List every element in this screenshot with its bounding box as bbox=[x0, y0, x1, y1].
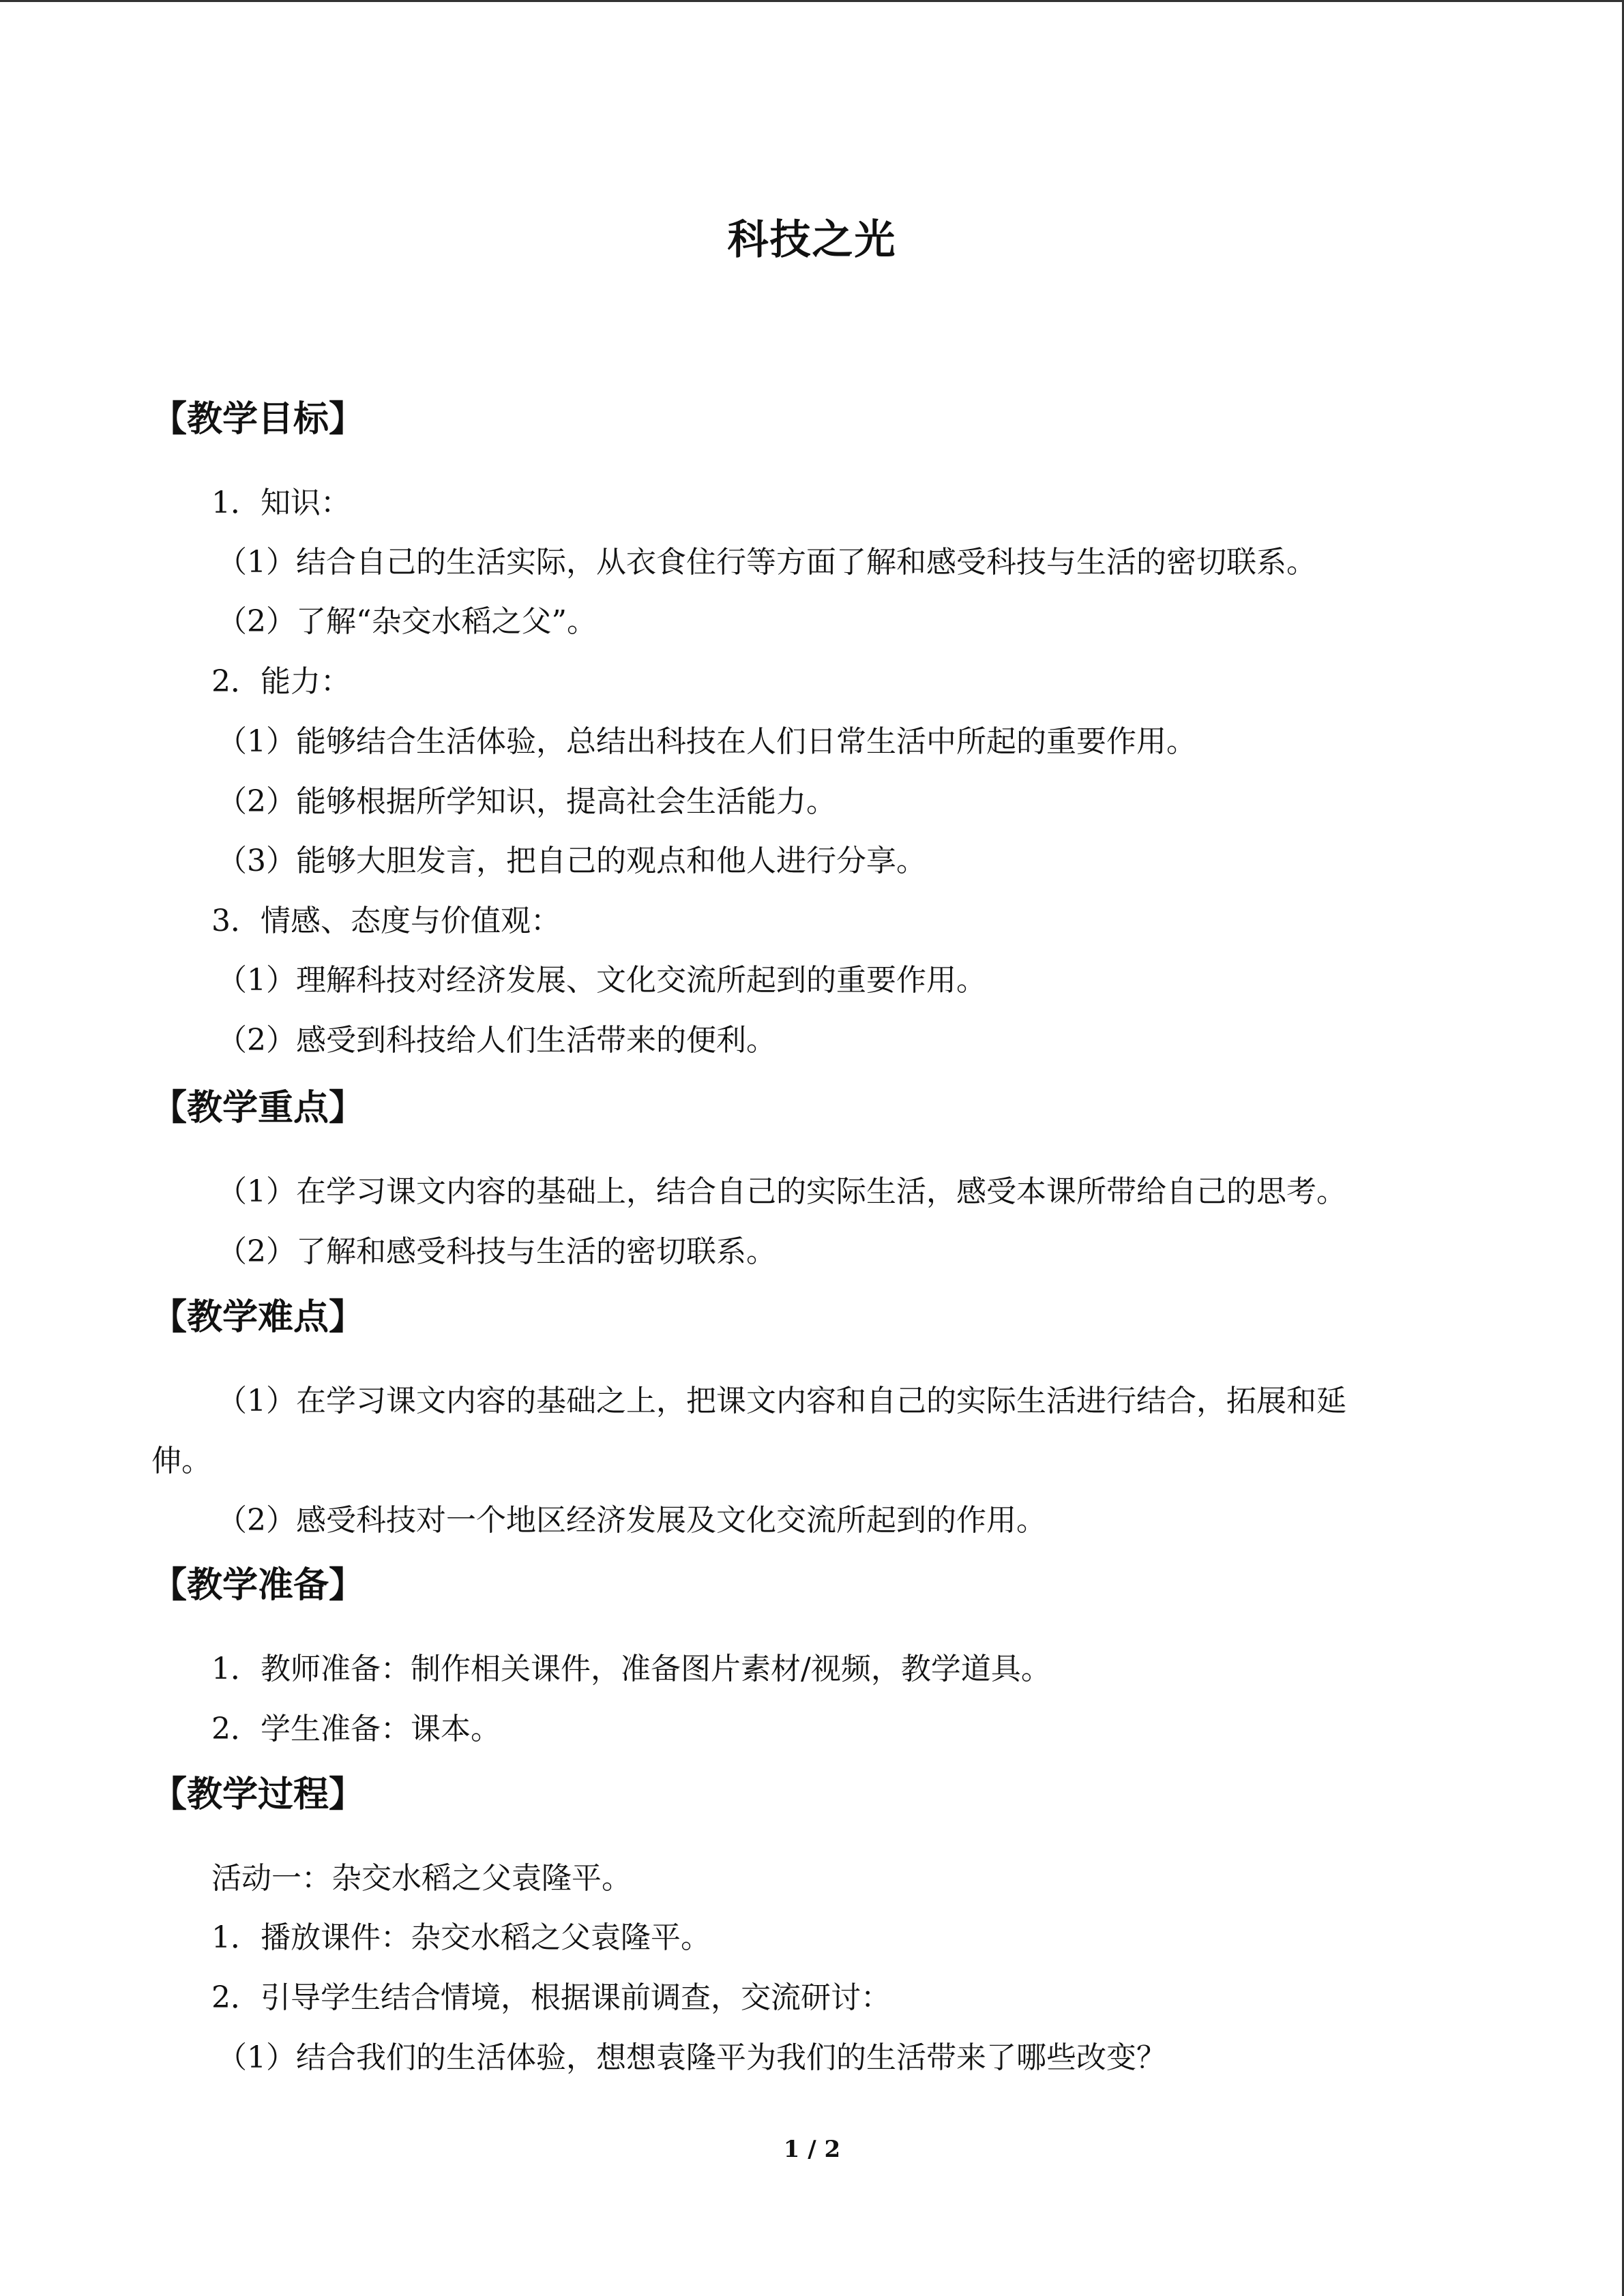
objectives-line: 2．能力： bbox=[211, 664, 351, 699]
objectives-line: 3．情感、态度与价值观： bbox=[211, 904, 561, 938]
page-title: 科技之光 bbox=[727, 216, 897, 264]
process-line: 1．播放课件：杂交水稻之父袁隆平。 bbox=[211, 1920, 711, 1955]
key-points-line: （1）在学习课文内容的基础上，结合自己的实际生活，感受本课所带给自己的思考。 bbox=[217, 1174, 1346, 1209]
process-line: （1）结合我们的生活体验，想想袁隆平为我们的生活带来了哪些改变？ bbox=[217, 2040, 1166, 2075]
process-line: 活动一：杂交水稻之父袁隆平。 bbox=[211, 1861, 632, 1896]
section-heading-preparation: 【教学准备】 bbox=[151, 1565, 365, 1606]
preparation-line: 2．学生准备：课本。 bbox=[211, 1712, 501, 1746]
section-heading-difficulties: 【教学难点】 bbox=[151, 1297, 365, 1338]
difficulties-line: （1）在学习课文内容的基础之上，把课文内容和自己的实际生活进行结合，拓展和延 bbox=[217, 1384, 1346, 1418]
page-number: 1 / 2 bbox=[783, 2136, 841, 2163]
objectives-line: （1）能够结合生活体验，总结出科技在人们日常生活中所起的重要作用。 bbox=[217, 724, 1196, 759]
objectives-line: （1）理解科技对经济发展、文化交流所起到的重要作用。 bbox=[217, 963, 986, 998]
difficulties-line: （2）感受科技对一个地区经济发展及文化交流所起到的作用。 bbox=[217, 1503, 1046, 1538]
section-heading-objectives: 【教学目标】 bbox=[151, 399, 365, 440]
objectives-line: 1．知识： bbox=[211, 486, 351, 520]
objectives-line: （3）能够大胆发言，把自己的观点和他人进行分享。 bbox=[217, 844, 926, 878]
section-heading-key-points: 【教学重点】 bbox=[151, 1088, 365, 1129]
difficulties-line: 伸。 bbox=[151, 1444, 211, 1478]
preparation-line: 1．教师准备：制作相关课件，准备图片素材/视频，教学道具。 bbox=[211, 1652, 1051, 1686]
page-border-top bbox=[0, 0, 1624, 2]
objectives-line: （2）了解“杂交水稻之父”。 bbox=[217, 604, 597, 639]
key-points-line: （2）了解和感受科技与生活的密切联系。 bbox=[217, 1234, 776, 1269]
objectives-line: （2）感受到科技给人们生活带来的便利。 bbox=[217, 1023, 776, 1058]
objectives-line: （1）结合自己的生活实际，从衣食住行等方面了解和感受科技与生活的密切联系。 bbox=[217, 545, 1316, 580]
section-heading-process: 【教学过程】 bbox=[151, 1774, 365, 1815]
objectives-line: （2）能够根据所学知识，提高社会生活能力。 bbox=[217, 784, 836, 819]
process-line: 2．引导学生结合情境，根据课前调查，交流研讨： bbox=[211, 1980, 891, 2015]
